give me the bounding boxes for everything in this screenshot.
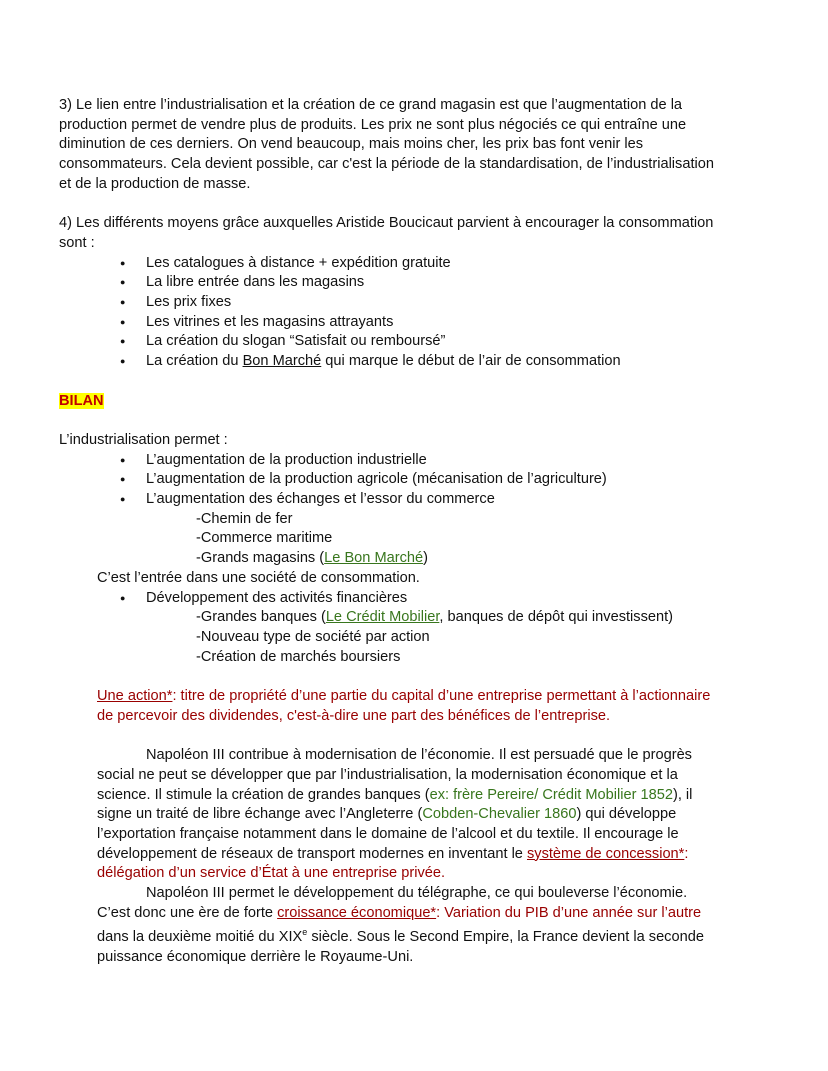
text-line: signe un traité de libre échange avec l’Angleterre (Cobden-Chevalier 1860) qui développe bbox=[97, 806, 677, 823]
document-page bbox=[59, 96, 771, 968]
list-item: ● Les vitrines et les magasins attrayants bbox=[59, 313, 771, 333]
list-item: ● La création du Bon Marché qui marque le début de l’air de consommation bbox=[59, 352, 771, 372]
text-line: L’industrialisation permet : bbox=[59, 431, 228, 448]
text-line: l’exportation française notamment dans le domaine de l’alcool et du textile. Il encourage le bbox=[97, 825, 679, 842]
text-line: sont : bbox=[59, 234, 95, 251]
sub-item: -Grandes banques (Le Crédit Mobilier, banques de dépôt qui investissent) bbox=[196, 609, 674, 626]
napoleon-paragraph bbox=[59, 746, 771, 968]
text-line: Napoléon III permet le développement du télégraphe, ce qui bouleverse l’économie. bbox=[146, 885, 688, 902]
sub-item: -Création de marchés boursiers bbox=[196, 648, 401, 665]
text-line: dans la deuxième moitié du XIXe siècle. Sous le Second Empire, la France devient la seconde bbox=[97, 927, 704, 946]
list-item: ● La création du slogan “Satisfait ou remboursé” bbox=[59, 332, 771, 352]
text-line: développement de réseaux de transport modernes en inventant le système de concession*: bbox=[97, 845, 689, 862]
bilan-section bbox=[59, 431, 771, 667]
text-line: consommateurs. Cela devient possible, car c'est la période de la standardisation, de l’industrialisation bbox=[59, 156, 714, 173]
text-line: Napoléon III contribue à modernisation de l’économie. Il est persuadé que le progrès bbox=[146, 747, 692, 764]
text-line: 4) Les différents moyens grâce auxquelles Aristide Boucicaut parvient à encourager la consommation bbox=[59, 215, 714, 232]
list-item: ● L’augmentation de la production industrielle bbox=[59, 451, 771, 471]
sub-item: -Nouveau type de société par action bbox=[196, 628, 430, 645]
list-item: ● L’augmentation des échanges et l’essor du commerce bbox=[59, 490, 771, 510]
text-line: C’est donc une ère de forte croissance économique*: Variation du PIB d’une année sur l’autre bbox=[97, 904, 702, 921]
definition-term: Une action* bbox=[97, 688, 173, 705]
concession-term: système de concession* bbox=[526, 845, 685, 862]
q3-paragraph bbox=[59, 96, 771, 195]
definition-action bbox=[59, 687, 771, 726]
text-line: délégation d’un service d’État à une entreprise privée. bbox=[97, 865, 446, 882]
text-line: science. Il stimule la création de grandes banques (ex: frère Pereire/ Crédit Mobilier 1852), il bbox=[97, 786, 693, 803]
text-line: de percevoir des dividendes, c'est-à-dire une part des bénéfices de l’entreprise. bbox=[97, 707, 611, 724]
text-line: puissance économique derrière le Royaume-Uni. bbox=[97, 949, 414, 966]
text-line: production permet de vendre plus de produits. Les prix ne sont plus négociés ce qui entraîne une bbox=[59, 116, 687, 133]
list-item: ● L’augmentation de la production agricole (mécanisation de l’agriculture) bbox=[59, 470, 771, 490]
list-item: ● Développement des activités financières bbox=[59, 589, 771, 609]
text-line: 3) Le lien entre l’industrialisation et la création de ce grand magasin est que l’augmentation de la bbox=[59, 97, 683, 113]
text-line: diminution de ces derniers. On vend beaucoup, mais moins cher, les prix bas font venir les bbox=[59, 136, 644, 153]
credit-mobilier-link[interactable]: Le Crédit Mobilier bbox=[325, 609, 440, 626]
q4-list bbox=[59, 254, 771, 372]
q4-section bbox=[59, 214, 771, 372]
text-line: social ne peut se développer que par l’industrialisation, la modernisation économique et la bbox=[97, 766, 678, 783]
bilan-heading: BILAN bbox=[59, 392, 104, 409]
text-line: C’est l’entrée dans une société de consommation. bbox=[97, 569, 420, 586]
list-item: ● La libre entrée dans les magasins bbox=[59, 273, 771, 293]
croissance-term: croissance économique* bbox=[277, 904, 437, 921]
list-item: ● Les prix fixes bbox=[59, 293, 771, 313]
finance-list bbox=[59, 589, 771, 609]
sub-item: -Grands magasins (Le Bon Marché) bbox=[196, 550, 429, 567]
text-line: Une action*: titre de propriété d’une partie du capital d’une entreprise permettant à l’actionnaire bbox=[97, 688, 711, 705]
sub-item: -Commerce maritime bbox=[196, 530, 333, 547]
bon-marche-green-link[interactable]: Le Bon Marché bbox=[324, 550, 424, 567]
text-line: et de la production de masse. bbox=[59, 175, 251, 192]
list-item: ● Les catalogues à distance + expédition gratuite bbox=[59, 254, 771, 274]
sub-item: -Chemin de fer bbox=[196, 510, 293, 527]
bilan-list bbox=[59, 451, 771, 510]
bon-marche-link[interactable]: Bon Marché bbox=[242, 353, 322, 370]
